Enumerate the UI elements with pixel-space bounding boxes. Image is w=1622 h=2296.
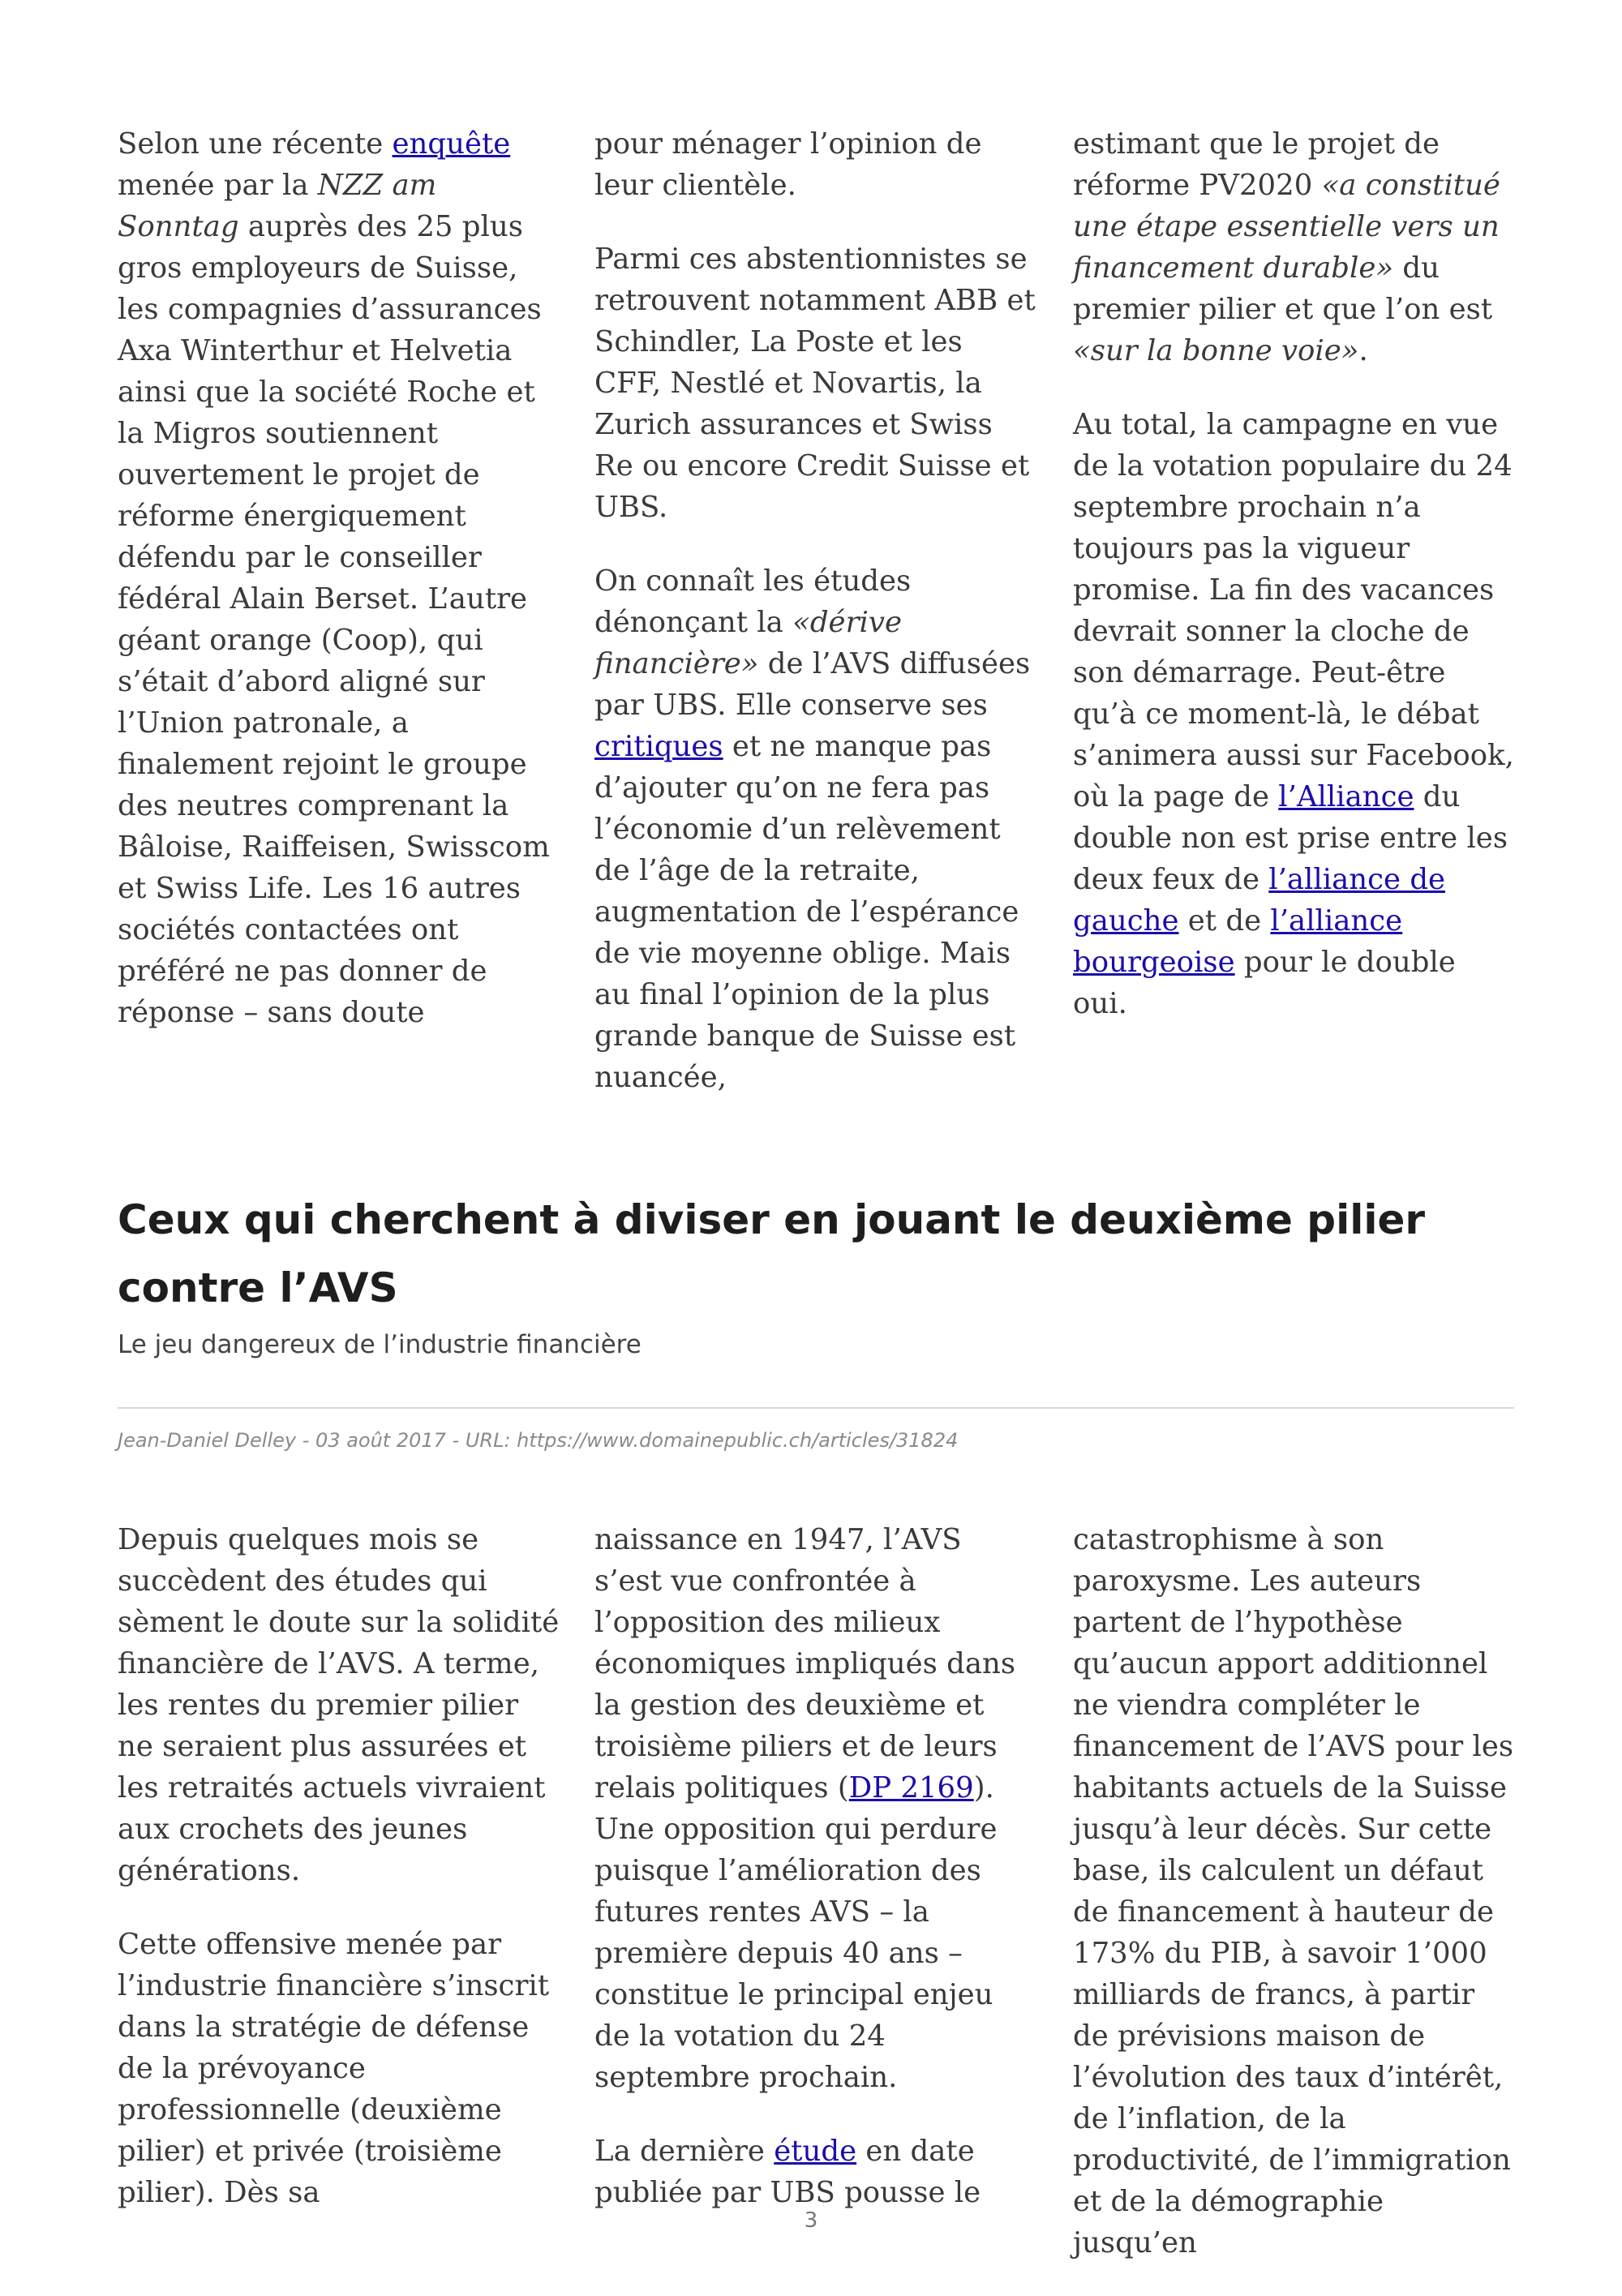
page-number: 3 xyxy=(804,2208,818,2233)
link-dp-2169[interactable]: DP 2169 xyxy=(848,1771,974,1805)
text: Selon une récente xyxy=(118,127,393,161)
text: ). Une opposition qui perdure puisque l’amélioration des futures rentes AVS – la première depuis 40 ans – constitue le principal enjeu de la votation du 24 septembre prochain. xyxy=(594,1771,998,2094)
text: . xyxy=(1358,334,1368,367)
article1-column-3 xyxy=(1073,123,1515,1057)
article-title: Ceux qui cherchent à diviser en jouant le deuxième pilier contre l’AVS xyxy=(118,1196,1426,1311)
text: pour le double oui. xyxy=(1073,946,1456,1020)
emphasis-nzz: NZZ am Sonntag xyxy=(118,169,437,243)
text: On connaît les études dénonçant la xyxy=(594,564,912,639)
text: du double non est prise entre les deux feux de xyxy=(1073,780,1508,896)
emphasis-quote: «a constitué une étape essentielle vers un financement durable» xyxy=(1073,169,1500,285)
article2-col1-paragraph-1: Depuis quelques mois se succèdent des études qui sèment le doute sur la solidité financière de l’AVS. A terme, les rentes du premier pilier ne seraient plus assurées et les retraités actuels vivraient aux crochets des jeunes générations. xyxy=(118,1523,560,1887)
link-alliance-gauche[interactable]: l’alliance de gauche xyxy=(1073,863,1446,938)
article-subtitle: Le jeu dangereux de l’industrie financière xyxy=(118,1330,642,1359)
link-enquete[interactable]: enquête xyxy=(392,127,511,161)
link-alliance-bourgeoise[interactable]: l’alliance bourgeoise xyxy=(1073,904,1403,979)
text: en date publiée par UBS pousse le xyxy=(594,2135,981,2209)
text: du premier pilier et que l’on est xyxy=(1073,251,1493,326)
article2-column-2 xyxy=(594,1519,1036,2246)
emphasis-quote: «sur la bonne voie» xyxy=(1073,334,1359,367)
article2-col2-paragraph-1 xyxy=(594,1519,1036,2098)
link-alliance[interactable]: l’Alliance xyxy=(1278,780,1414,813)
text: de l’AVS diffusées par UBS. Elle conserve ses xyxy=(594,647,1031,722)
article2-column-1 xyxy=(118,1519,560,2246)
emphasis-derive: «dérive financière» xyxy=(594,606,902,680)
divider xyxy=(118,1407,1514,1409)
text: et de xyxy=(1178,904,1271,938)
text: estimant que le projet de réforme PV2020 xyxy=(1073,127,1440,202)
text: Au total, la campagne en vue de la votation populaire du 24 septembre prochain n’a toujours pas la vigueur promise. La fin des vacances devrait sonner la cloche de son démarrage. Peut-être qu’à ce moment-là, le débat s’animera aussi sur Facebook, où la page de xyxy=(1073,408,1514,813)
article2-col3-paragraph-1: catastrophisme à son paroxysme. Les auteurs partent de l’hypothèse qu’aucun apport additionnel ne viendra compléter le financement de l’AVS pour les habitants actuels de la Suisse jusqu’à leur décès. Sur cette base, ils calculent un défaut de financement à hauteur de 173% du PIB, à savoir 1’000 milliards de francs, à partir de prévisions maison de l’évolution des taux d’intérêt, de l’inflation, de la productivité, de l’immigration et de la démographie jusqu’en xyxy=(1073,1523,1514,2260)
text: et ne manque pas d’ajouter qu’on ne fera pas l’économie d’un relèvement de l’âge de la retraite, augmentation de l’espérance de vie moyenne oblige. Mais au final l’opinion de la plus grande banque de Suisse est nuancée, xyxy=(594,730,1019,1094)
article1-col2-paragraph-2: Parmi ces abstentionnistes se retrouvent notamment ABB et Schindler, La Poste et les CFF, Nestlé et Novartis, la Zurich assurances et Swiss Re ou encore Credit Suisse et UBS. xyxy=(594,242,1036,524)
article2-col2-paragraph-2 xyxy=(594,2131,1036,2213)
article1-col3-paragraph-1 xyxy=(1073,123,1515,371)
article1-column-2 xyxy=(594,123,1036,1131)
article1-column-1 xyxy=(118,123,560,1066)
article1-col2-paragraph-3 xyxy=(594,560,1036,1098)
link-etude[interactable]: étude xyxy=(774,2135,857,2168)
article2-column-3 xyxy=(1073,1519,1515,2296)
text: menée par la xyxy=(118,169,318,202)
text: La dernière xyxy=(594,2135,775,2168)
article1-col1-paragraph-1 xyxy=(118,123,560,1033)
text: auprès des 25 plus gros employeurs de Suisse, les compagnies d’assurances Axa Winterthur et Helvetia ainsi que la société Roche et la Migros soutiennent ouvertement le projet de réforme énergiquement défendu par le conseiller fédéral Alain Berset. L’autre géant orange (Coop), qui s’était d’abord aligné sur l’Union patronale, a finalement rejoint le groupe des neutres comprenant la Bâloise, Raiffeisen, Swisscom et Swiss Life. Les 16 autres sociétés contactées ont préféré ne pas donner de réponse – sans doute xyxy=(118,210,550,1029)
text: naissance en 1947, l’AVS s’est vue confrontée à l’opposition des milieux économiques impliqués dans la gestion des deuxième et troisième piliers et de leurs relais politiques ( xyxy=(594,1523,1016,1805)
article2-col1-paragraph-2: Cette offensive menée par l’industrie financière s’inscrit dans la stratégie de défense de la prévoyance professionnelle (deuxième pilier) et privée (troisième pilier). Dès sa xyxy=(118,1928,550,2209)
link-critiques[interactable]: critiques xyxy=(594,730,723,763)
article1-col2-paragraph-1: pour ménager l’opinion de leur clientèle. xyxy=(594,127,982,202)
article1-col3-paragraph-2 xyxy=(1073,404,1515,1024)
article-meta: Jean-Daniel Delley - 03 août 2017 - URL: https://www.domainepublic.ch/articles/31824 xyxy=(118,1429,959,1452)
